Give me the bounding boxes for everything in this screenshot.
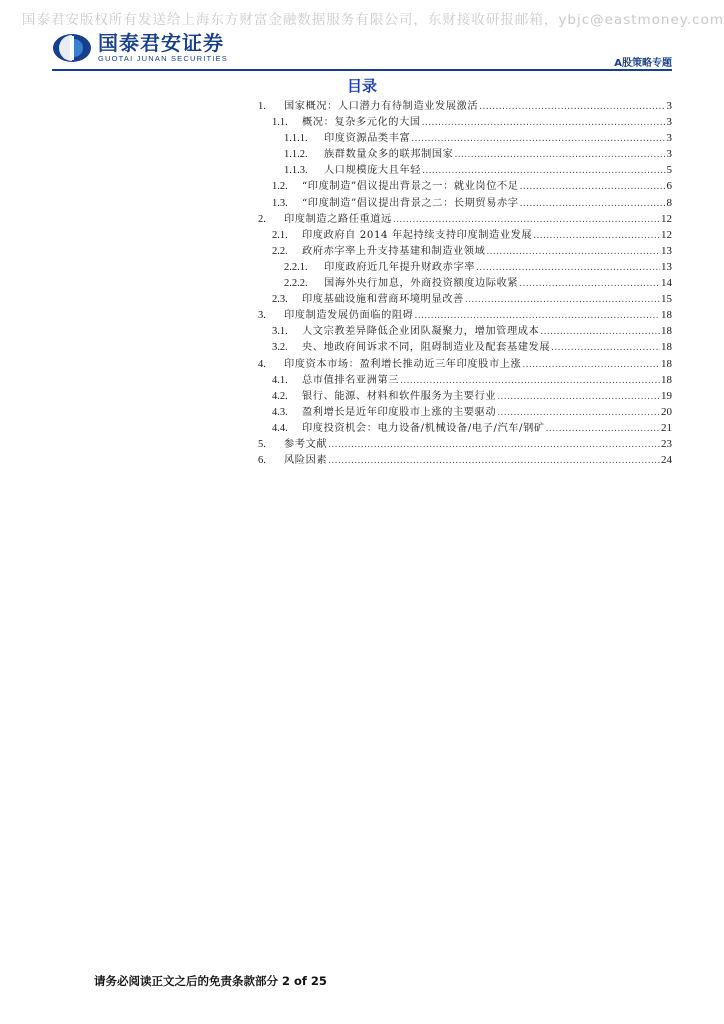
toc-entry-title: 人口规模庞大且年轻 <box>324 165 422 177</box>
toc-leader-dots <box>497 389 660 405</box>
toc-entry-number: 2.2. <box>272 245 288 257</box>
toc-entry[interactable] <box>258 146 672 162</box>
toc-entry[interactable] <box>258 291 672 307</box>
toc-entry-title: 印度资本市场：盈利增长推动近三年印度股市上涨 <box>284 358 522 370</box>
toc-entry[interactable] <box>258 420 672 436</box>
toc-entry-page: 20 <box>661 405 672 418</box>
toc-leader-dots <box>400 373 660 389</box>
toc-entry-number: 3.2. <box>272 342 288 354</box>
logo-emblem-icon <box>52 33 92 63</box>
toc-entry-page: 12 <box>661 228 672 241</box>
toc-entry-title: “印度制造”倡议提出背景之一：就业岗位不足 <box>302 181 519 193</box>
toc-entry[interactable] <box>258 307 672 323</box>
toc-entry-page: 3 <box>666 100 672 112</box>
toc-entry-title: 印度制造发展仍面临的阻碍 <box>284 310 414 322</box>
toc-entry-title: 印度资源品类丰富 <box>324 133 411 145</box>
toc-entry-page: 3 <box>666 132 672 145</box>
toc-leader-dots <box>393 212 660 228</box>
toc-entry[interactable] <box>258 195 672 211</box>
toc-entry-page: 14 <box>661 277 672 290</box>
toc-entry-title: 央、地政府间诉求不同，阻碍制造业及配套基建发展 <box>302 342 551 354</box>
toc-entry[interactable] <box>258 372 672 388</box>
toc-leader-dots <box>486 244 660 260</box>
toc-entry-title: 参考文献 <box>284 438 328 450</box>
watermark: 国泰君安版权所有发送给上海东方财富金融数据服务有限公司，东财接收研报邮箱，ybjc@eastmoney.com <box>21 12 724 28</box>
toc-entry-number: 6. <box>258 455 266 467</box>
toc-entry-title: 风险因素 <box>284 455 328 467</box>
toc-entry-title: 银行、能源、材料和软件服务为主要行业 <box>302 390 497 402</box>
toc-entry[interactable] <box>258 243 672 259</box>
toc-entry-page: 19 <box>661 389 672 402</box>
toc-entry-number: 1.1. <box>272 117 288 129</box>
toc-entry-page: 13 <box>661 260 672 273</box>
toc-entry[interactable] <box>258 114 672 130</box>
toc-entry-page: 6 <box>666 180 672 193</box>
toc-entry-page: 13 <box>661 244 672 257</box>
toc-entry[interactable] <box>258 259 672 275</box>
toc-leader-dots <box>479 99 665 115</box>
toc-entry-title: 人文宗教差异降低企业团队凝聚力，增加管理成本 <box>302 326 540 338</box>
toc-leader-dots <box>465 292 660 308</box>
toc-leader-dots <box>411 131 665 147</box>
toc-leader-dots <box>497 405 660 421</box>
toc-entry[interactable] <box>258 162 672 178</box>
toc-leader-dots <box>422 163 665 179</box>
header-divider <box>52 69 672 71</box>
toc-entry-title: 概况：复杂多元化的大国 <box>302 117 421 129</box>
toc-leader-dots <box>519 276 660 292</box>
toc-entry[interactable] <box>258 130 672 146</box>
table-of-contents <box>258 98 672 468</box>
toc-title: 目录 <box>346 77 377 95</box>
toc-entry-title: 总市值排名亚洲第三 <box>302 374 400 386</box>
toc-leader-dots <box>540 324 660 340</box>
toc-entry[interactable] <box>258 98 672 114</box>
toc-entry-title: 印度政府近几年提升财政赤字率 <box>324 261 476 273</box>
toc-entry-title: 印度投资机会：电力设备/机械设备/电子/汽车/钢矿 <box>302 422 545 434</box>
toc-entry-page: 18 <box>661 373 672 386</box>
toc-entry-number: 2.2.1. <box>284 261 308 273</box>
toc-leader-dots <box>522 357 660 373</box>
toc-entry-number: 1.1.3. <box>284 165 308 177</box>
toc-entry-number: 4.3. <box>272 406 288 418</box>
toc-entry[interactable] <box>258 323 672 339</box>
toc-entry-title: 国海外央行加息，外商投资额度边际收紧 <box>324 278 519 290</box>
toc-leader-dots <box>328 437 660 453</box>
toc-entry-page: 12 <box>661 212 672 225</box>
toc-entry[interactable] <box>258 404 672 420</box>
toc-entry-page: 24 <box>661 454 672 467</box>
toc-entry-number: 1.1.1. <box>284 133 308 145</box>
toc-entry-number: 2. <box>258 213 266 225</box>
toc-entry[interactable] <box>258 356 672 372</box>
toc-entry[interactable] <box>258 227 672 243</box>
footer-disclaimer: 请务必阅读正文之后的免责条款部分 2 of 25 <box>94 974 327 988</box>
logo-english-name: GUOTAI JUNAN SECURITIES <box>98 54 228 63</box>
toc-entry-page: 23 <box>661 437 672 450</box>
toc-entry-page: 5 <box>666 164 672 177</box>
toc-entry-number: 4.1. <box>272 374 288 386</box>
toc-entry-number: 4. <box>258 358 266 370</box>
company-logo <box>52 32 228 63</box>
toc-entry-title: 族群数量众多的联邦制国家 <box>324 149 454 161</box>
toc-entry-number: 1.3. <box>272 197 288 209</box>
toc-entry-number: 4.4. <box>272 422 288 434</box>
toc-entry[interactable] <box>258 388 672 404</box>
toc-entry-page: 8 <box>666 196 672 209</box>
toc-entry-number: 3.1. <box>272 326 288 338</box>
toc-entry-page: 3 <box>666 148 672 161</box>
toc-entry-number: 5. <box>258 438 266 450</box>
toc-entry-page: 15 <box>661 293 672 306</box>
toc-entry-title: “印度制造”倡议提出背景之二：长期贸易赤字 <box>302 197 519 209</box>
toc-entry-title: 印度制造之路任重道远 <box>284 213 392 225</box>
toc-entry-number: 1. <box>258 101 266 112</box>
toc-leader-dots <box>476 260 660 276</box>
toc-leader-dots <box>414 308 660 324</box>
toc-entry-title: 印度政府自 2014 年起持续支持印度制造业发展 <box>302 229 533 241</box>
toc-entry[interactable] <box>258 436 672 452</box>
toc-entry-page: 3 <box>666 116 672 129</box>
toc-leader-dots <box>546 421 660 437</box>
toc-entry[interactable] <box>258 275 672 291</box>
toc-entry[interactable] <box>258 339 672 355</box>
toc-leader-dots <box>520 179 666 195</box>
toc-entry-title: 盈利增长是近年印度股市上涨的主要驱动 <box>302 406 497 418</box>
toc-entry-page: 21 <box>661 421 672 434</box>
toc-leader-dots <box>533 228 660 244</box>
toc-entry-number: 2.2.2. <box>284 278 308 290</box>
toc-leader-dots <box>520 196 666 212</box>
toc-entry-number: 1.2. <box>272 181 288 193</box>
toc-entry-page: 18 <box>661 309 672 322</box>
toc-entry[interactable] <box>258 211 672 227</box>
toc-entry[interactable] <box>258 452 672 468</box>
toc-entry-number: 3. <box>258 310 266 322</box>
toc-entry-page: 18 <box>661 325 672 338</box>
toc-leader-dots <box>422 115 666 131</box>
toc-entry-number: 1.1.2. <box>284 149 308 161</box>
report-category-tag: A股策略专题 <box>614 58 672 69</box>
toc-entry-number: 2.3. <box>272 294 288 306</box>
toc-entry-page: 18 <box>661 341 672 354</box>
toc-entry[interactable] <box>258 178 672 194</box>
toc-entry-number: 4.2. <box>272 390 288 402</box>
toc-entry-title: 国家概况：人口潜力有待制造业发展激活 <box>284 101 479 112</box>
toc-entry-title: 印度基础设施和营商环境明显改善 <box>302 294 464 306</box>
toc-leader-dots <box>454 147 665 163</box>
toc-entry-page: 18 <box>661 357 672 370</box>
logo-chinese-name: 国泰君安证券 <box>98 31 224 55</box>
toc-leader-dots <box>551 340 660 356</box>
toc-leader-dots <box>328 453 660 469</box>
toc-entry-number: 2.1. <box>272 229 288 241</box>
toc-entry-title: 政府赤字率上升支持基建和制造业领域 <box>302 245 486 257</box>
